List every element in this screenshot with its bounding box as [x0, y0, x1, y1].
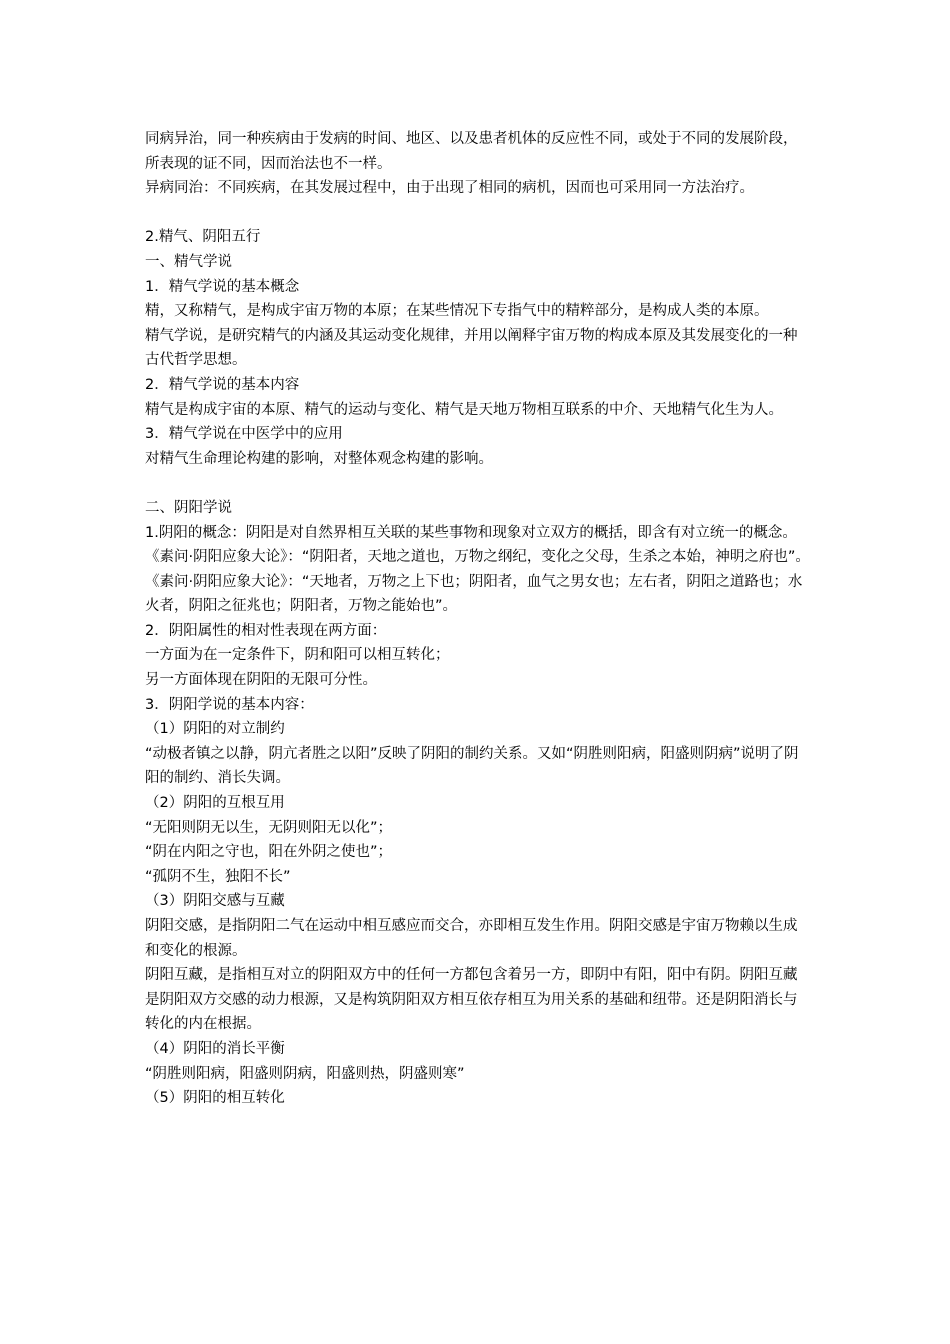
subsection-heading: 2．精气学说的基本内容 [145, 376, 300, 393]
quote-line: “无阳则阴无以生，无阴则阳无以化”； [145, 819, 393, 836]
paragraph: 阴阳交感，是指阴阳二气在运动中相互感应而交合，亦即相互发生作用。阴阳交感是宇宙万物赖以生成和变化的根源。 [145, 918, 798, 959]
list-heading: （1）阴阳的对立制约 [145, 721, 285, 738]
subsection-heading: 1．精气学说的基本概念 [145, 278, 300, 295]
paragraph: 一方面为在一定条件下，阴和阳可以相互转化； [145, 647, 450, 664]
list-heading: （2）阴阳的互根互用 [145, 795, 285, 812]
paragraph: 精气是构成宇宙的本原、精气的运动与变化、精气是天地万物相互联系的中介、天地精气化生为人。 [145, 401, 783, 418]
quote-paragraph: 《素问·阴阳应象大论》：“阴阳者，天地之道也，万物之纲纪，变化之父母，生杀之本始，神明之府也”。 [145, 549, 810, 566]
paragraph: 同病异治，同一种疾病由于发病的时间、地区、以及患者机体的反应性不同，或处于不同的发展阶段，所表现的证不同，因而治法也不一样。 [145, 131, 798, 172]
paragraph: 精气学说，是研究精气的内涵及其运动变化规律，并用以阐释宇宙万物的构成本原及其发展变化的一种古代哲学思想。 [145, 327, 798, 369]
paragraph: 精，又称精气，是构成宇宙万物的本原；在某些情况下专指气中的精粹部分，是构成人类的本原。 [145, 303, 769, 320]
paragraph: 另一方面体现在阴阳的无限可分性。 [145, 672, 377, 689]
paragraph: 1.阴阳的概念：阴阳是对自然界相互关联的某些事物和现象对立双方的概括，即含有对立统一的概念。 [145, 524, 797, 541]
section-heading: 2.精气、阴阳五行 [145, 229, 261, 246]
subsection-heading: 2．阴阳属性的相对性表现在两方面： [145, 622, 387, 639]
paragraph: 异病同治：不同疾病，在其发展过程中，由于出现了相同的病机，因而也可采用同一方法治疗。 [145, 180, 754, 197]
list-heading: （4）阴阳的消长平衡 [145, 1040, 285, 1057]
subsection-heading: 3．阴阳学说的基本内容： [145, 696, 314, 713]
subsection-heading: 3．精气学说在中医学中的应用 [145, 426, 343, 443]
blank-line [145, 201, 810, 226]
quote-line: “孤阴不生，独阳不长” [145, 868, 291, 885]
quote-line: “阴胜则阳病，阳盛则阴病，阳盛则热，阴盛则寒” [145, 1065, 465, 1082]
section-heading: 二、阴阳学说 [145, 499, 232, 516]
list-heading: （3）阴阳交感与互藏 [145, 893, 285, 910]
document-body [145, 127, 810, 1111]
list-heading: （5）阴阳的相互转化 [145, 1090, 285, 1107]
quote-paragraph: 《素问·阴阳应象大论》：“天地者，万物之上下也；阴阳者，血气之男女也；左右者，阴阳之道路也；水火者，阴阳之征兆也；阴阳者，万物之能始也”。 [145, 573, 803, 615]
paragraph: 对精气生命理论构建的影响，对整体观念构建的影响。 [145, 450, 493, 467]
paragraph: 阴阳互藏，是指相互对立的阴阳双方中的任何一方都包含着另一方，即阴中有阳，阳中有阴。阴阳互藏是阴阳双方交感的动力根源，又是构筑阴阳双方相互依存相互为用关系的基础和纽带。还是阴阳消长与转化的内在根据。 [145, 967, 798, 1033]
section-heading: 一、精气学说 [145, 253, 232, 270]
blank-line [145, 471, 810, 496]
paragraph: “动极者镇之以静，阴亢者胜之以阳”反映了阴阳的制约关系。又如“阴胜则阳病，阳盛则阴病”说明了阴阳的制约、消长失调。 [145, 745, 799, 787]
quote-line: “阴在内阳之守也，阳在外阴之使也”； [145, 844, 393, 861]
